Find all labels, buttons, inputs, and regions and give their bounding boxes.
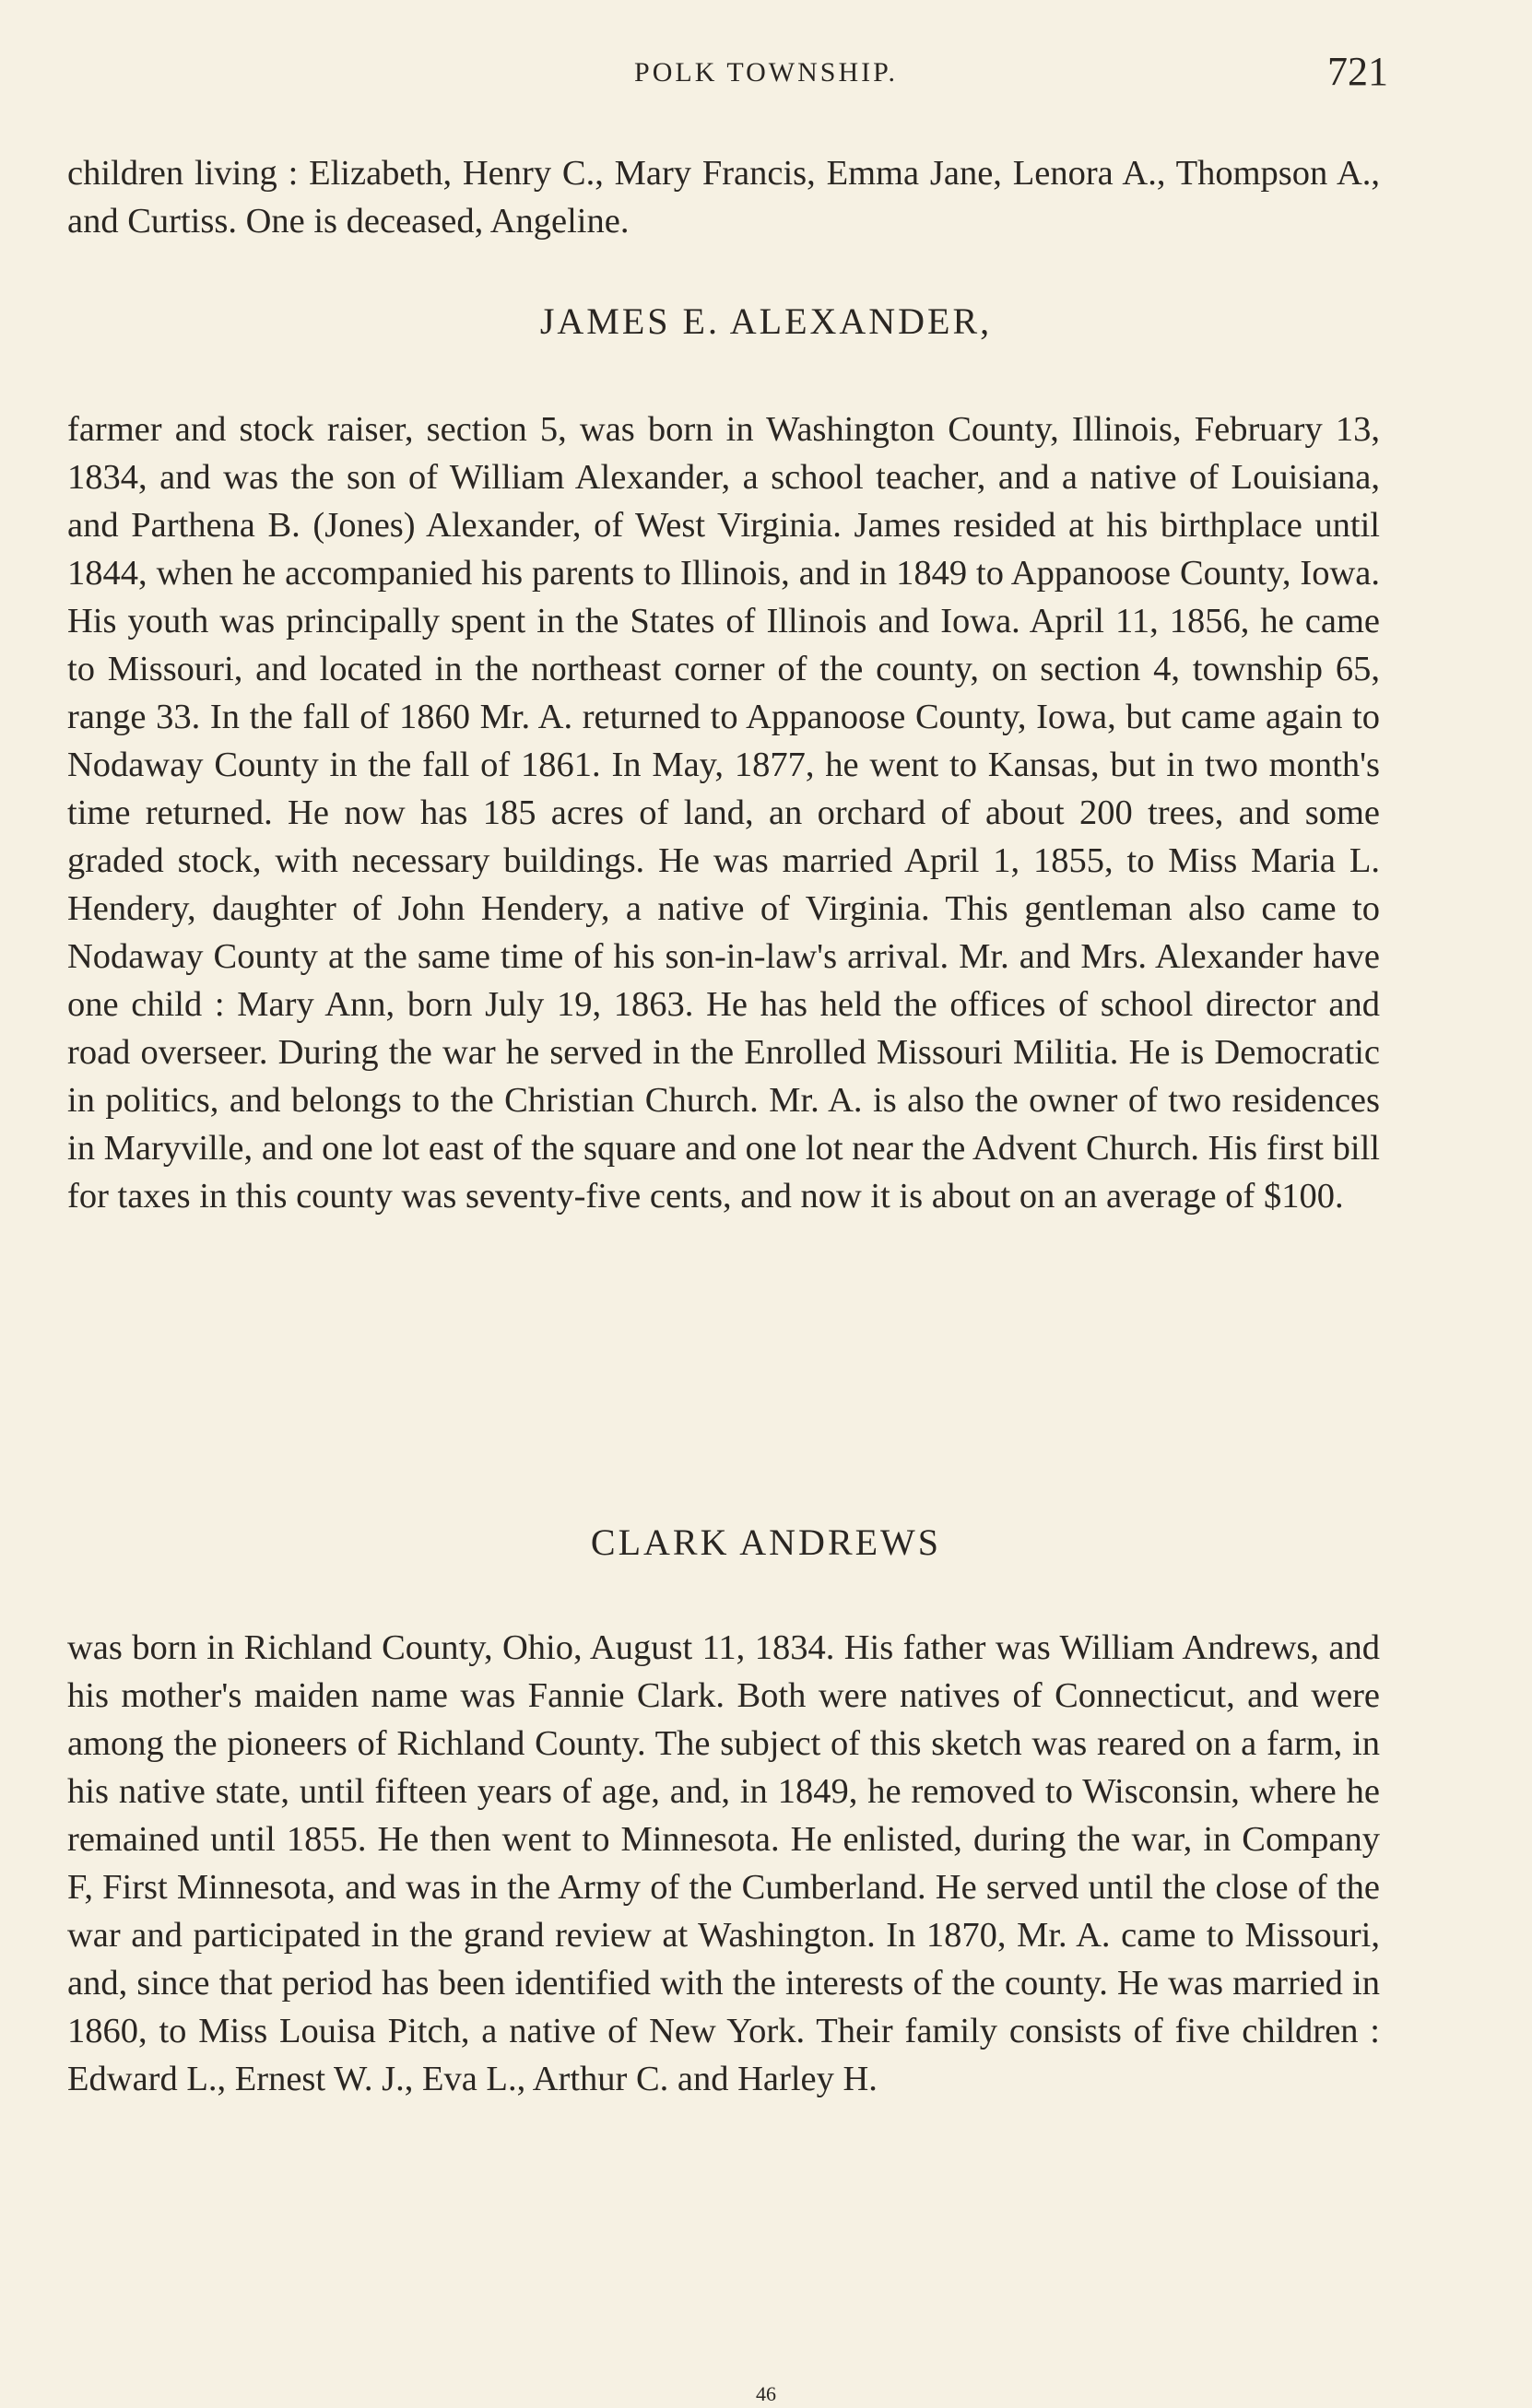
signature-mark: 46 — [756, 2382, 776, 2405]
section-heading-james-e-alexander: JAMES E. ALEXANDER, — [539, 300, 993, 342]
section-text-james-e-alexander: farmer and stock raiser, section 5, was born in Washington County, Illinois, February 13, 1834, and was the son of William Alexander, a school teacher, and a native of Louisiana, and Parthena B. (Jones) Alexander, of West Virginia. James resided at his birthplace until 1844, when he accompanied his parents to Illinois, and in 1849 to Appanoose County, Iowa. His youth was principally spent in the States of Illinois and Iowa. April 11, 1856, he came to Missouri, and located in the northeast corner of the county, on section 4, township 65, range 33. In the fall of 1860 Mr. A. returned to Appanoose County, Iowa, but came again to Nodaway County in the fall of 1861. In May, 1877, he went to Kansas, but in two month's time returned. He now has 185 acres of land, an orchard of about 200 trees, and some graded stock, with necessary buildings. He was married April 1, 1855, to Miss Maria L. Hendery, daughter of John Hendery, a native of Virginia. This gentleman also came to Nodaway County at the same time of his son-in-law's arrival. Mr. and Mrs. Alexander have one child : Mary Ann, born July 19, 1863. He has held the offices of school director and road overseer. During the war he served in the Enrolled Missouri Militia. He is Democratic in politics, and belongs to the Christian Church. Mr. A. is also the owner of two residences in Maryville, and one lot east of the square and one lot near the Advent Church. His first bill for taxes in this county was seventy-five cents, and now it is about on an average of $100. — [67, 410, 1380, 1216]
page-number: 721 — [1327, 49, 1388, 94]
section-text-clark-andrews: was born in Richland County, Ohio, August 11, 1834. His father was William Andrews, and his mother's maiden name was Fannie Clark. Both were natives of Connecticut, and were among the pioneers of Richland County. The subject of this sketch was reared on a farm, in his native state, until fifteen years of age, and, in 1849, he removed to Wisconsin, where he remained until 1855. He then went to Minnesota. He enlisted, during the war, in Company F, First Minnesota, and was in the Army of the Cumberland. He served until the close of the war and participated in the grand review at Washington. In 1870, Mr. A. came to Missouri, and, since that period has been identified with the interests of the county. He was married in 1860, to Miss Louisa Pitch, a native of New York. Their family consists of five children : Edward L., Ernest W. J., Eva L., Arthur C. and Harley H. — [67, 1628, 1380, 2098]
section-heading-clark-andrews: CLARK ANDREWS — [590, 1521, 942, 1563]
intro-paragraph: children living : Elizabeth, Henry C., Mary Francis, Emma Jane, Lenora A., Thompson A., and Curtiss. One is deceased, Angeline. — [67, 154, 1380, 241]
running-head: POLK TOWNSHIP. — [634, 57, 898, 88]
